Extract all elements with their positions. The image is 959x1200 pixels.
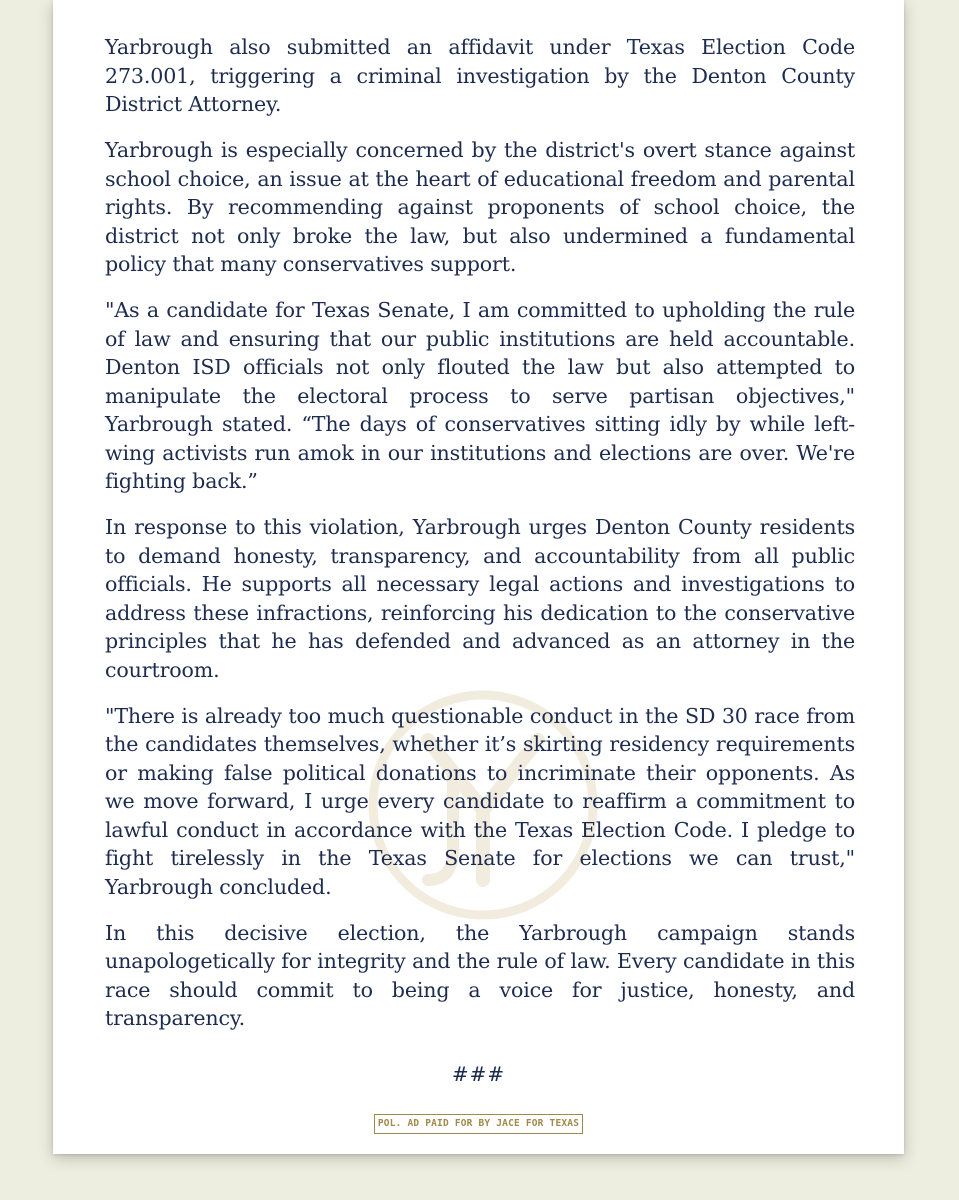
paragraph-candidate-quote: "As a candidate for Texas Senate, I am committed to upholding the rule of law and ensuring that our public institutions are held accountable. Denton ISD officials not only flouted the law but also attempted to manipulate the electoral process to serve partisan objectives," Yarbrough stated. “The days of conservatives sitting idly by while left-wing activists run amok in our institutions and elections are over. We're fighting back.”	[105, 298, 855, 493]
press-release-page	[53, 0, 904, 1154]
paragraph-sd30-quote: "There is already too much questionable conduct in the SD 30 race from the candidates themselves, whether it’s skirting residency requirements or making false political donations to incriminate their opponents. As we move forward, I urge every candidate to reaffirm a commitment to lawful conduct in accordance with the Texas Election Code. I pledge to fight tirelessly in the Texas Senate for elections we can trust," Yarbrough concluded.	[105, 703, 855, 899]
paragraph-school-choice: Yarbrough is especially concerned by the district's overt stance against school choice, an issue at the heart of educational freedom and parental rights. By recommending against proponents of school choice, the district not only broke the law, but also undermined a fundamental policy that many conservatives support.	[105, 138, 855, 276]
political-ad-disclaimer: POL. AD PAID FOR BY JACE FOR TEXAS	[374, 1114, 583, 1134]
end-of-release-mark: ###	[451, 1062, 506, 1086]
press-release-body	[105, 33, 855, 1050]
paragraph-response: In response to this violation, Yarbrough urges Denton County residents to demand honesty, transparency, and accountability from all public officials. He supports all necessary legal actions and investigations to address these infractions, reinforcing his dedication to the conservative principles that he has defended and advanced as an attorney in the courtroom.	[105, 515, 855, 682]
paragraph-affidavit: Yarbrough also submitted an affidavit under Texas Election Code 273.001, triggering a criminal investigation by the Denton County District Attorney.	[105, 35, 855, 116]
paragraph-closing: In this decisive election, the Yarbrough campaign stands unapologetically for integrity and the rule of law. Every candidate in this race should commit to being a voice for justice, honesty, and transparency.	[105, 920, 855, 1030]
